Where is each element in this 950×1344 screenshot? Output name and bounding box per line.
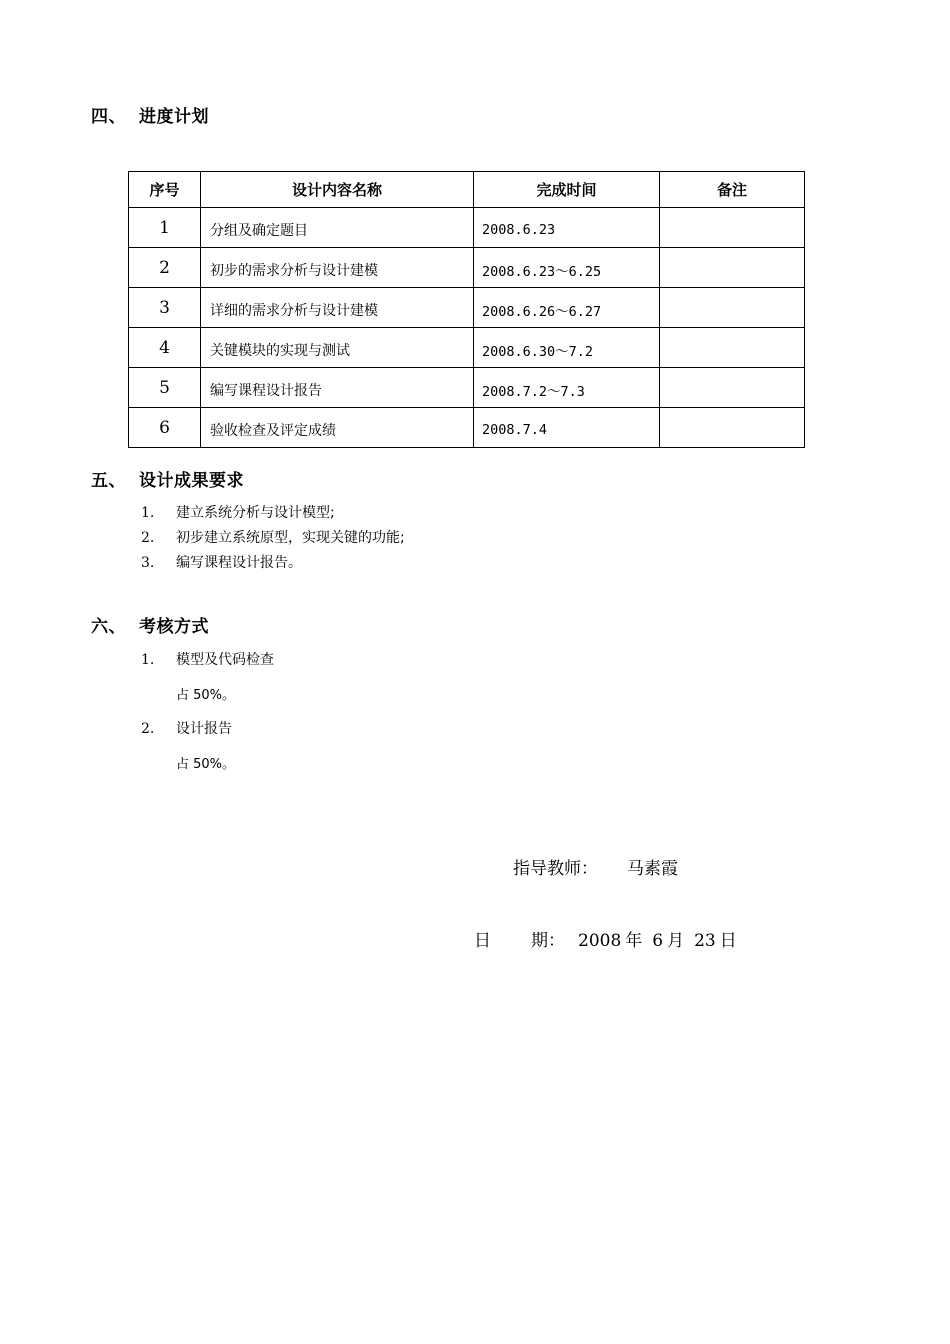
row-content: 验收检查及评定成绩 (201, 408, 474, 448)
list-item (141, 502, 335, 522)
list-item (141, 527, 405, 547)
list-item-number: 3. (141, 555, 155, 571)
table-row (129, 328, 805, 368)
date-label-2: 期： (531, 931, 565, 951)
list-item-text: 建立系统分析与设计模型; (176, 505, 335, 521)
list-item-note: 占 50%。 (176, 757, 236, 772)
row-content: 分组及确定题目 (201, 208, 474, 248)
row-index: 3 (129, 288, 201, 328)
list-item (141, 552, 302, 572)
section-4-heading (91, 102, 209, 127)
list-item (141, 649, 274, 669)
row-content: 关键模块的实现与测试 (201, 328, 474, 368)
header-content: 设计内容名称 (201, 172, 474, 208)
row-note (660, 208, 805, 248)
schedule-table (128, 171, 805, 448)
list-item-number: 1. (141, 652, 155, 668)
header-index: 序号 (129, 172, 201, 208)
row-time: 2008.6.23 (474, 208, 660, 248)
row-index: 1 (129, 208, 201, 248)
date-month: 6 (652, 931, 664, 951)
list-item (141, 718, 232, 738)
row-index: 4 (129, 328, 201, 368)
list-item-number: 2. (141, 530, 155, 546)
row-time: 2008.6.26～6.27 (474, 288, 660, 328)
row-note (660, 288, 805, 328)
section-6-title: 考核方式 (139, 617, 209, 637)
list-item-text: 模型及代码检查 (176, 652, 274, 668)
row-note (660, 408, 805, 448)
table-row (129, 408, 805, 448)
row-note (660, 328, 805, 368)
row-time: 2008.6.23～6.25 (474, 248, 660, 288)
list-item-text: 设计报告 (176, 721, 232, 737)
section-4-title: 进度计划 (139, 107, 209, 127)
table-header-row (129, 172, 805, 208)
header-time: 完成时间 (474, 172, 660, 208)
section-6-number: 六、 (91, 617, 126, 637)
row-content: 初步的需求分析与设计建模 (201, 248, 474, 288)
list-item-text: 初步建立系统原型，实现关键的功能; (176, 530, 405, 546)
row-index: 2 (129, 248, 201, 288)
row-content: 编写课程设计报告 (201, 368, 474, 408)
section-5-title: 设计成果要求 (139, 471, 244, 491)
date-month-unit: 月 (667, 931, 685, 951)
row-index: 6 (129, 408, 201, 448)
section-4-number: 四、 (91, 107, 126, 127)
section-5-number: 五、 (91, 471, 126, 491)
date-line (474, 926, 737, 951)
table-row (129, 288, 805, 328)
list-item-number: 1. (141, 505, 155, 521)
row-content: 详细的需求分析与设计建模 (201, 288, 474, 328)
list-item-text: 编写课程设计报告。 (176, 555, 302, 571)
table-row (129, 208, 805, 248)
list-item-number: 2. (141, 721, 155, 737)
row-time: 2008.6.30～7.2 (474, 328, 660, 368)
teacher-label: 指导教师： (513, 859, 598, 879)
date-year: 2008 (578, 931, 622, 951)
date-label-1: 日 (474, 931, 491, 951)
teacher-name: 马素霞 (627, 859, 678, 879)
row-note (660, 248, 805, 288)
row-index: 5 (129, 368, 201, 408)
list-item-note: 占 50%。 (176, 688, 236, 703)
date-day-unit: 日 (719, 931, 737, 951)
section-5-heading (91, 466, 244, 491)
table-row (129, 248, 805, 288)
section-6-heading (91, 612, 209, 637)
date-day: 23 (694, 931, 716, 951)
row-time: 2008.7.4 (474, 408, 660, 448)
table-row (129, 368, 805, 408)
date-year-unit: 年 (625, 931, 643, 951)
teacher-signature (513, 854, 678, 879)
row-note (660, 368, 805, 408)
header-note: 备注 (660, 172, 805, 208)
row-time: 2008.7.2～7.3 (474, 368, 660, 408)
